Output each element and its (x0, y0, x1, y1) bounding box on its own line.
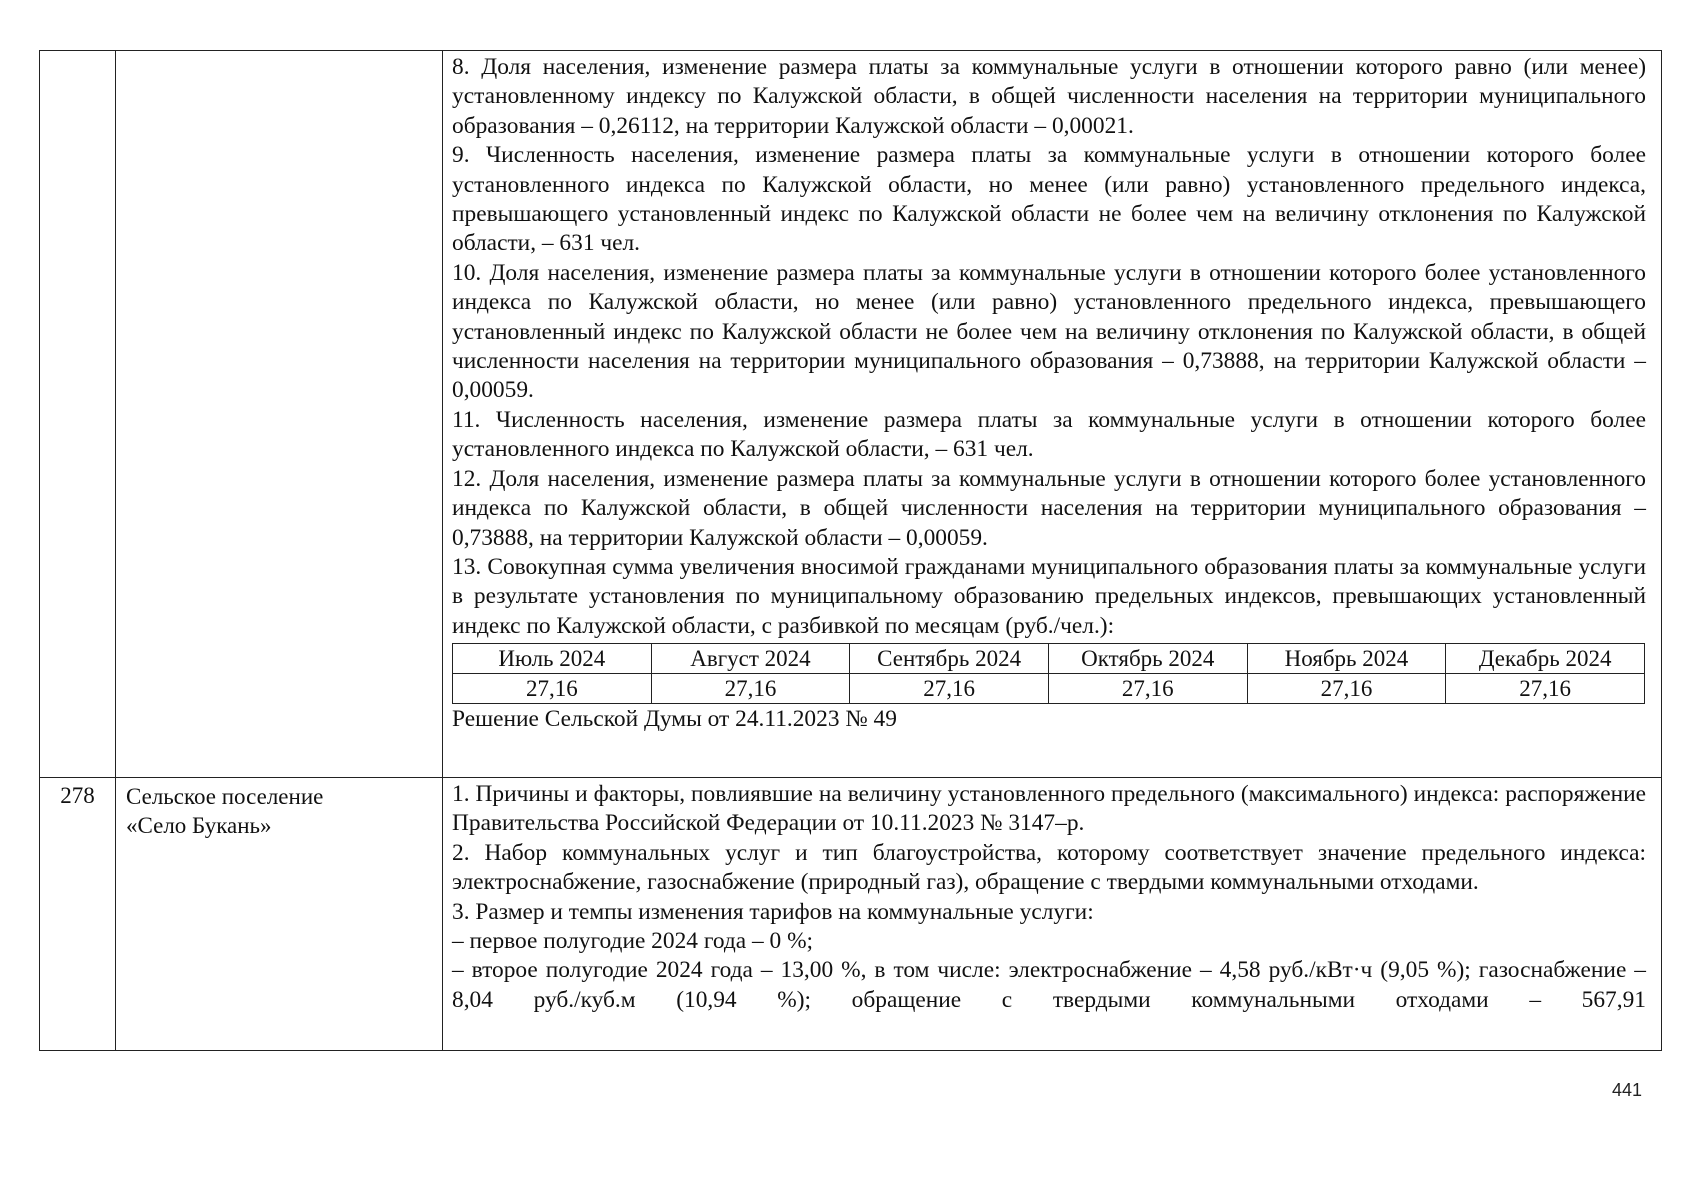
row-number-cell: 278 (40, 778, 116, 1051)
month-value: 27,16 (453, 674, 652, 704)
decision-reference: Решение Сельской Думы от 24.11.2023 № 49 (452, 706, 897, 733)
table-row (40, 51, 1662, 778)
municipality-name-cell (116, 778, 443, 1051)
months-value-row (453, 674, 1645, 704)
tariff-first-half: – первое полугодие 2024 года – 0 %; (452, 928, 814, 955)
municipality-name-cell (116, 51, 443, 778)
indicators-cell (443, 778, 1662, 1051)
month-header: Октябрь 2024 (1048, 644, 1247, 674)
month-header: Ноябрь 2024 (1247, 644, 1446, 674)
months-header-row (453, 644, 1645, 674)
paragraph-9: 9. Численность населения, изменение размера платы за коммунальные услуги в отношении которого более установленного индекса по Калужской области, но менее (или равно) установленного предельного индекса, превышающего установленный индекс по Калужской области не более чем на величину отклонения по Калужской области, – 631 чел. (452, 142, 1646, 257)
table-row (40, 778, 1662, 1051)
month-value: 27,16 (1048, 674, 1247, 704)
paragraph-10: 10. Доля населения, изменение размера платы за коммунальные услуги в отношении которого более установленного индекса по Калужской области, но менее (или равно) установленного предельного индекса, превышающего установленный индекс по Калужской области не более чем на величину отклонения по Калужской области, в общей численности населения на территории муниципального образования – 0,73888, на территории Калужской области – 0,00059. (452, 259, 1646, 404)
tariff-second-half: – второе полугодие 2024 года – 13,00 %, в том числе: электроснабжение – 4,58 руб./кВт·ч (9,05 %); газоснабжение – 8,04 руб./куб.м (10,94 %); обращение с твердыми коммунальными отходами – 567,91 (452, 957, 1646, 1013)
document-table (39, 50, 1662, 1051)
paragraph-2: 2. Набор коммунальных услуг и тип благоустройства, которому соответствует значение предельного индекса: электроснабжение, газоснабжение (природный газ), обращение с твердыми коммунальными отходами. (452, 839, 1646, 896)
municipality-name-line2: «Село Букань» (126, 813, 272, 838)
row-number-cell (40, 51, 116, 778)
paragraph-11: 11. Численность населения, изменение размера платы за коммунальные услуги в отношении которого более установленного индекса по Калужской области, – 631 чел. (452, 406, 1646, 463)
municipality-name-line1: Сельское поселение (126, 784, 324, 809)
paragraph-12: 12. Доля населения, изменение размера платы за коммунальные услуги в отношении которого более установленного индекса по Калужской области, в общей численности населения на территории муниципального образования – 0,73888, на территории Калужской области – 0,00059. (452, 465, 1646, 551)
paragraph-8: 8. Доля населения, изменение размера платы за коммунальные услуги в отношении которого равно (или менее) установленному индексу по Калужской области, в общей численности населения на территории муниципального образования – 0,26112, на территории Калужской области – 0,00021. (452, 54, 1646, 139)
month-header: Сентябрь 2024 (850, 644, 1049, 674)
month-value: 27,16 (1446, 674, 1645, 704)
month-value: 27,16 (651, 674, 850, 704)
page-number: 441 (1611, 1080, 1642, 1100)
paragraph-1: 1. Причины и факторы, повлиявшие на величину установленного предельного (максимального) индекса: распоряжение Правительства Российской Федерации от 10.11.2023 № 3147–р. (452, 781, 1646, 837)
monthly-increase-table (452, 643, 1645, 704)
month-value: 27,16 (850, 674, 1049, 704)
month-header: Декабрь 2024 (1446, 644, 1645, 674)
indicators-cell (443, 51, 1662, 778)
month-header: Август 2024 (651, 644, 850, 674)
month-header: Июль 2024 (453, 644, 652, 674)
month-value: 27,16 (1247, 674, 1446, 704)
paragraph-13: 13. Совокупная сумма увеличения вносимой гражданами муниципального образования платы за коммунальные услуги в результате установления по муниципальному образованию предельных индексов, превышающих установленный индекс по Калужской области, с разбивкой по месяцам (руб./чел.): (452, 553, 1646, 639)
paragraph-3: 3. Размер и темпы изменения тарифов на коммунальные услуги: (452, 898, 1094, 925)
